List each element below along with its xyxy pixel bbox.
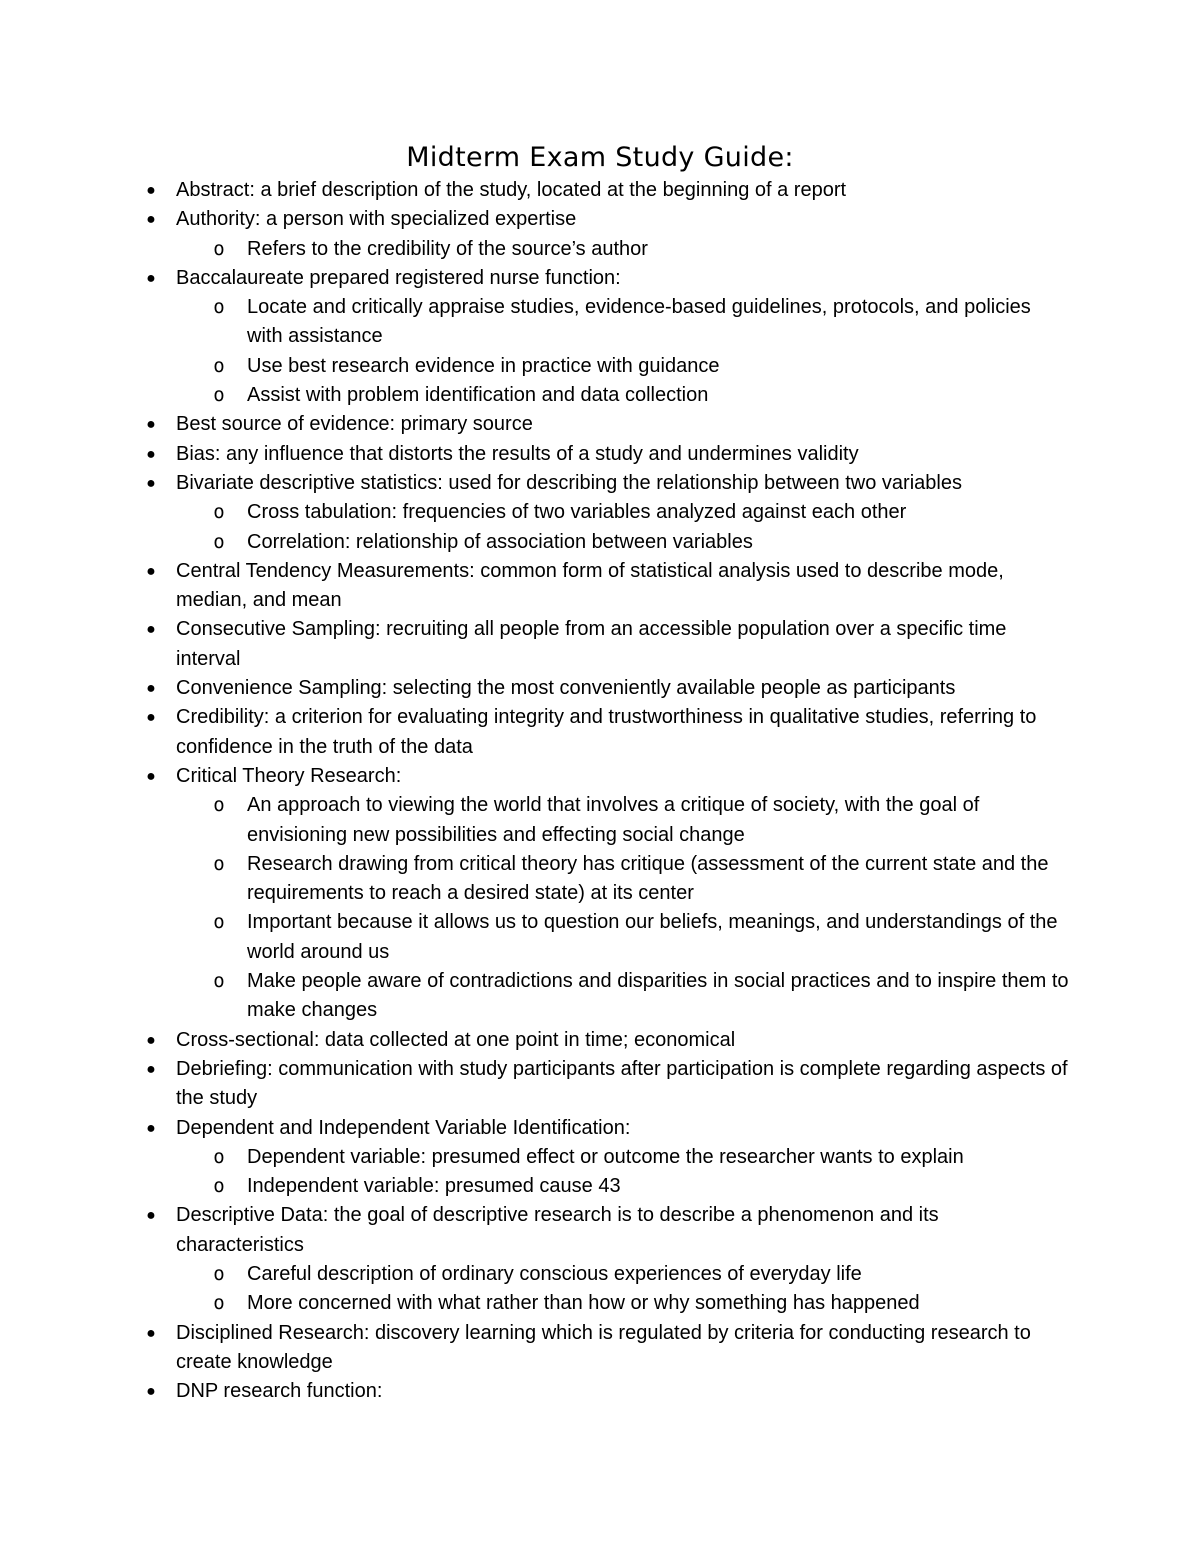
bullet-icon: ● bbox=[146, 621, 156, 639]
sub-bullet-icon: o bbox=[213, 794, 225, 817]
list-item bbox=[0, 1055, 1200, 1114]
list-item bbox=[0, 440, 1200, 469]
list-item-text: Cross-sectional: data collected at one point in time; economical bbox=[176, 1028, 736, 1051]
sub-bullet-icon: o bbox=[213, 354, 225, 377]
list-item-text: Bias: any influence that distorts the results of a study and undermines validity bbox=[176, 442, 859, 465]
bullet-icon: ● bbox=[146, 1119, 156, 1137]
list-item-text: DNP research function: bbox=[176, 1380, 383, 1403]
sub-list-item bbox=[0, 1289, 1200, 1318]
sub-list-item-text: Independent variable: presumed cause 43 bbox=[247, 1175, 621, 1198]
bullet-icon: ● bbox=[146, 1324, 156, 1342]
bullet-icon: ● bbox=[146, 1207, 156, 1225]
sub-bullet-icon: o bbox=[213, 530, 225, 553]
sub-list-item bbox=[0, 1143, 1200, 1172]
list-item bbox=[0, 176, 1200, 205]
list-item-text: Bivariate descriptive statistics: used for describing the relationship between two variables bbox=[176, 471, 962, 494]
sub-list-item bbox=[0, 908, 1200, 967]
list-item-text: Authority: a person with specialized expertise bbox=[176, 208, 577, 231]
bullet-icon: ● bbox=[146, 416, 156, 434]
list-item-text: Disciplined Research: discovery learning which is regulated by criteria for conducting research to create knowledge bbox=[176, 1321, 1031, 1373]
list-item bbox=[0, 557, 1200, 616]
sub-list-item-text: More concerned with what rather than how or why something has happened bbox=[247, 1292, 920, 1315]
sub-list-item-text: Important because it allows us to question our beliefs, meanings, and understandings of the world around us bbox=[247, 911, 1058, 963]
list-item-text: Critical Theory Research: bbox=[176, 764, 402, 787]
sub-list-item bbox=[0, 293, 1200, 352]
sub-list-item-text: Correlation: relationship of association between variables bbox=[247, 530, 753, 553]
bullet-icon: ● bbox=[146, 1031, 156, 1049]
bullet-icon: ● bbox=[146, 709, 156, 727]
sub-list-item-text: Cross tabulation: frequencies of two variables analyzed against each other bbox=[247, 501, 907, 524]
bullet-icon: ● bbox=[146, 474, 156, 492]
document-title: Midterm Exam Study Guide: bbox=[406, 142, 794, 173]
bullet-icon: ● bbox=[146, 767, 156, 785]
list-item bbox=[0, 1114, 1200, 1143]
sub-bullet-icon: o bbox=[213, 1145, 225, 1168]
sub-list-item bbox=[0, 850, 1200, 909]
sub-list-item bbox=[0, 352, 1200, 381]
bullet-icon: ● bbox=[146, 680, 156, 698]
sub-list-item-text: Assist with problem identification and data collection bbox=[247, 384, 709, 407]
list-item bbox=[0, 1201, 1200, 1260]
sub-list-item bbox=[0, 1260, 1200, 1289]
sub-list-item-text: Refers to the credibility of the source’s author bbox=[247, 237, 648, 260]
list-item bbox=[0, 762, 1200, 791]
sub-bullet-icon: o bbox=[213, 1175, 225, 1198]
list-item bbox=[0, 615, 1200, 674]
list-item-text: Convenience Sampling: selecting the most conveniently available people as participants bbox=[176, 677, 956, 700]
sub-list-item-text: Dependent variable: presumed effect or outcome the researcher wants to explain bbox=[247, 1145, 964, 1168]
list-item bbox=[0, 264, 1200, 293]
sub-bullet-icon: o bbox=[213, 237, 225, 260]
bullet-icon: ● bbox=[146, 211, 156, 229]
list-item bbox=[0, 1319, 1200, 1378]
sub-list-item bbox=[0, 235, 1200, 264]
sub-bullet-icon: o bbox=[213, 296, 225, 319]
sub-list-item bbox=[0, 967, 1200, 1026]
list-item bbox=[0, 674, 1200, 703]
list-item bbox=[0, 703, 1200, 762]
sub-list-item-text: Careful description of ordinary conscious experiences of everyday life bbox=[247, 1262, 862, 1285]
sub-list-item bbox=[0, 791, 1200, 850]
sub-list-item bbox=[0, 381, 1200, 410]
list-item-text: Debriefing: communication with study participants after participation is complete regarding aspects of the study bbox=[176, 1057, 1068, 1110]
sub-bullet-icon: o bbox=[213, 384, 225, 407]
sub-list-item bbox=[0, 528, 1200, 557]
bullet-icon: ● bbox=[146, 182, 156, 199]
bullet-icon: ● bbox=[146, 1060, 156, 1078]
bullet-icon: ● bbox=[146, 1383, 156, 1401]
list-item-text: Descriptive Data: the goal of descriptive research is to describe a phenomenon and its characteristics bbox=[176, 1204, 939, 1256]
sub-list-item bbox=[0, 1172, 1200, 1201]
sub-list-item-text: Make people aware of contradictions and disparities in social practices and to inspire them to make changes bbox=[247, 970, 1069, 1022]
sub-list-item-text: Use best research evidence in practice with guidance bbox=[247, 354, 720, 377]
list-item bbox=[0, 1377, 1200, 1406]
sub-bullet-icon: o bbox=[213, 970, 225, 993]
list-item bbox=[0, 469, 1200, 498]
bullet-icon: ● bbox=[146, 445, 156, 463]
sub-bullet-icon: o bbox=[213, 911, 225, 934]
list-item bbox=[0, 410, 1200, 439]
sub-bullet-icon: o bbox=[213, 1262, 225, 1285]
sub-list-item-text: Research drawing from critical theory has critique (assessment of the current state and the requirements to reach a desired state) at its center bbox=[247, 852, 1049, 905]
list-item-text: Best source of evidence: primary source bbox=[176, 413, 533, 436]
bullet-list bbox=[0, 176, 1200, 1406]
bullet-icon: ● bbox=[146, 562, 156, 580]
list-item bbox=[0, 205, 1200, 234]
sub-list-item-text: An approach to viewing the world that involves a critique of society, with the goal of envisioning new possibilities and effecting social change bbox=[247, 794, 980, 846]
sub-list-item bbox=[0, 498, 1200, 527]
sub-bullet-icon: o bbox=[213, 501, 225, 524]
list-item-text: Dependent and Independent Variable Identification: bbox=[176, 1116, 631, 1139]
list-item-text: Abstract: a brief description of the study, located at the beginning of a report bbox=[176, 179, 847, 201]
list-item bbox=[0, 1026, 1200, 1055]
list-item-text: Consecutive Sampling: recruiting all people from an accessible population over a specific time interval bbox=[176, 618, 1007, 670]
sub-bullet-icon: o bbox=[213, 1292, 225, 1315]
list-item-text: Central Tendency Measurements: common form of statistical analysis used to describe mode, median, and mean bbox=[176, 559, 1004, 612]
list-item-text: Baccalaureate prepared registered nurse function: bbox=[176, 266, 621, 289]
bullet-icon: ● bbox=[146, 269, 156, 287]
sub-bullet-icon: o bbox=[213, 852, 225, 875]
sub-list-item-text: Locate and critically appraise studies, evidence-based guidelines, protocols, and policies with assistance bbox=[247, 296, 1031, 348]
list-item-text: Credibility: a criterion for evaluating integrity and trustworthiness in qualitative studies, referring to confidence in the truth of the data bbox=[176, 706, 1037, 758]
